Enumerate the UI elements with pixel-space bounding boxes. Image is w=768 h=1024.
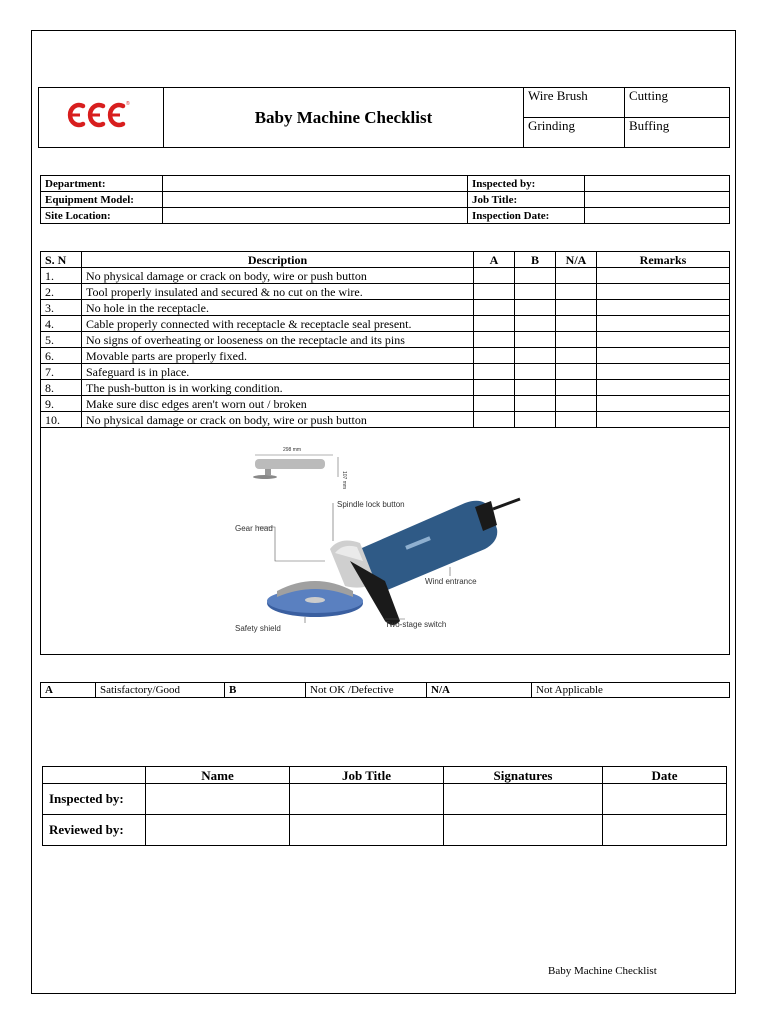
dimension-sketch xyxy=(253,447,347,489)
row-description: No physical damage or crack on body, wire or push button xyxy=(82,412,474,428)
row-b-cell[interactable] xyxy=(515,300,556,316)
company-logo xyxy=(66,98,136,132)
row-na-cell[interactable] xyxy=(556,380,597,396)
row-remarks-cell[interactable] xyxy=(597,412,730,428)
col-a-header: A xyxy=(474,252,515,268)
equipment-model-label: Equipment Model: xyxy=(41,192,163,208)
row-a-cell[interactable] xyxy=(474,268,515,284)
row-description: The push-button is in working condition. xyxy=(82,380,474,396)
grinder-diagram-cell xyxy=(41,428,730,655)
checklist-row xyxy=(41,268,730,284)
site-location-label: Site Location: xyxy=(41,208,163,224)
spindle-lock-label: Spindle lock button xyxy=(337,500,405,509)
row-a-cell[interactable] xyxy=(474,332,515,348)
row-remarks-cell[interactable] xyxy=(597,284,730,300)
grinder-body xyxy=(267,499,520,625)
department-label: Department: xyxy=(41,176,163,192)
row-na-cell[interactable] xyxy=(556,364,597,380)
legend-b-text: Not OK /Defective xyxy=(306,683,427,698)
dim-width-label: 298 mm xyxy=(283,447,302,453)
legend-na-text: Not Applicable xyxy=(532,683,730,698)
dim-height-label: 107 mm xyxy=(341,471,347,490)
row-number: 9. xyxy=(41,396,82,412)
reviewed-by-date-field[interactable] xyxy=(603,815,727,846)
site-location-field[interactable] xyxy=(163,208,468,224)
option-grinding: Grinding xyxy=(524,118,625,148)
reviewed-by-row-label: Reviewed by: xyxy=(43,815,146,846)
row-number: 4. xyxy=(41,316,82,332)
row-b-cell[interactable] xyxy=(515,396,556,412)
row-na-cell[interactable] xyxy=(556,268,597,284)
gear-head-label: Gear head xyxy=(235,524,273,533)
checklist-row xyxy=(41,380,730,396)
reviewed-by-job-title-field[interactable] xyxy=(290,815,444,846)
inspected-by-name-field[interactable] xyxy=(146,784,290,815)
row-a-cell[interactable] xyxy=(474,412,515,428)
inspected-by-field[interactable] xyxy=(585,176,730,192)
row-b-cell[interactable] xyxy=(515,348,556,364)
row-description: Tool properly insulated and secured & no cut on the wire. xyxy=(82,284,474,300)
col-description-header: Description xyxy=(82,252,474,268)
row-number: 7. xyxy=(41,364,82,380)
row-b-cell[interactable] xyxy=(515,364,556,380)
row-number: 10. xyxy=(41,412,82,428)
checklist-row xyxy=(41,364,730,380)
col-na-header: N/A xyxy=(556,252,597,268)
checklist-row xyxy=(41,316,730,332)
row-description: Make sure disc edges aren't worn out / broken xyxy=(82,396,474,412)
footer-title: Baby Machine Checklist xyxy=(548,965,657,977)
inspected-by-date-field[interactable] xyxy=(603,784,727,815)
row-na-cell[interactable] xyxy=(556,396,597,412)
wind-entrance-label: Wind entrance xyxy=(425,577,477,586)
checklist-row xyxy=(41,284,730,300)
row-number: 1. xyxy=(41,268,82,284)
inspected-by-job-title-field[interactable] xyxy=(290,784,444,815)
row-a-cell[interactable] xyxy=(474,348,515,364)
row-a-cell[interactable] xyxy=(474,364,515,380)
sig-corner xyxy=(43,767,146,784)
row-remarks-cell[interactable] xyxy=(597,396,730,412)
row-na-cell[interactable] xyxy=(556,284,597,300)
inspected-by-row-label: Inspected by: xyxy=(43,784,146,815)
row-a-cell[interactable] xyxy=(474,396,515,412)
row-b-cell[interactable] xyxy=(515,380,556,396)
checklist-row xyxy=(41,332,730,348)
col-sn-header: S. N xyxy=(41,252,82,268)
legend-a-text: Satisfactory/Good xyxy=(96,683,225,698)
reviewed-by-name-field[interactable] xyxy=(146,815,290,846)
sig-job-title-header: Job Title xyxy=(290,767,444,784)
job-title-field[interactable] xyxy=(585,192,730,208)
logo-cell xyxy=(39,88,164,148)
row-number: 3. xyxy=(41,300,82,316)
option-buffing: Buffing xyxy=(625,118,730,148)
inspection-date-field[interactable] xyxy=(585,208,730,224)
row-description: Movable parts are properly fixed. xyxy=(82,348,474,364)
row-description: No physical damage or crack on body, wire or push button xyxy=(82,268,474,284)
row-number: 2. xyxy=(41,284,82,300)
reviewed-by-signature-field[interactable] xyxy=(444,815,603,846)
row-remarks-cell[interactable] xyxy=(597,364,730,380)
legend-a-code: A xyxy=(41,683,96,698)
legend-b-code: B xyxy=(225,683,306,698)
checklist-table xyxy=(40,251,730,655)
row-remarks-cell[interactable] xyxy=(597,316,730,332)
checklist-row xyxy=(41,412,730,428)
row-na-cell[interactable] xyxy=(556,316,597,332)
checklist-row xyxy=(41,300,730,316)
row-remarks-cell[interactable] xyxy=(597,268,730,284)
inspected-by-signature-field[interactable] xyxy=(444,784,603,815)
svg-text:®: ® xyxy=(126,101,130,107)
signature-table xyxy=(42,766,727,846)
two-stage-switch-label: Two-stage switch xyxy=(385,620,447,629)
checklist-row xyxy=(41,396,730,412)
col-remarks-header: Remarks xyxy=(597,252,730,268)
row-b-cell[interactable] xyxy=(515,316,556,332)
row-description: Safeguard is in place. xyxy=(82,364,474,380)
equipment-model-field[interactable] xyxy=(163,192,468,208)
legend-na-code: N/A xyxy=(427,683,532,698)
inspection-date-label: Inspection Date: xyxy=(468,208,585,224)
row-description: Cable properly connected with receptacle & receptacle seal present. xyxy=(82,316,474,332)
row-b-cell[interactable] xyxy=(515,412,556,428)
row-na-cell[interactable] xyxy=(556,332,597,348)
checklist-row xyxy=(41,348,730,364)
info-table xyxy=(40,175,730,224)
row-a-cell[interactable] xyxy=(474,380,515,396)
row-b-cell[interactable] xyxy=(515,284,556,300)
row-remarks-cell[interactable] xyxy=(597,380,730,396)
row-a-cell[interactable] xyxy=(474,316,515,332)
safety-shield-label: Safety shield xyxy=(235,624,281,633)
row-number: 8. xyxy=(41,380,82,396)
header-table xyxy=(38,87,730,148)
row-number: 5. xyxy=(41,332,82,348)
row-description: No signs of overheating or looseness on the receptacle and its pins xyxy=(82,332,474,348)
row-b-cell[interactable] xyxy=(515,268,556,284)
row-remarks-cell[interactable] xyxy=(597,332,730,348)
row-b-cell[interactable] xyxy=(515,332,556,348)
department-field[interactable] xyxy=(163,176,468,192)
row-description: No hole in the receptacle. xyxy=(82,300,474,316)
document-title: Baby Machine Checklist xyxy=(164,88,524,148)
sig-signatures-header: Signatures xyxy=(444,767,603,784)
row-a-cell[interactable] xyxy=(474,300,515,316)
row-number: 6. xyxy=(41,348,82,364)
option-wire-brush: Wire Brush xyxy=(524,88,625,118)
row-remarks-cell[interactable] xyxy=(597,348,730,364)
row-remarks-cell[interactable] xyxy=(597,300,730,316)
row-na-cell[interactable] xyxy=(556,300,597,316)
inspected-by-label: Inspected by: xyxy=(468,176,585,192)
col-b-header: B xyxy=(515,252,556,268)
sig-name-header: Name xyxy=(146,767,290,784)
legend-table xyxy=(40,682,730,698)
row-na-cell[interactable] xyxy=(556,412,597,428)
row-na-cell[interactable] xyxy=(556,348,597,364)
angle-grinder-diagram xyxy=(235,441,535,641)
job-title-label: Job Title: xyxy=(468,192,585,208)
row-a-cell[interactable] xyxy=(474,284,515,300)
sig-date-header: Date xyxy=(603,767,727,784)
option-cutting: Cutting xyxy=(625,88,730,118)
